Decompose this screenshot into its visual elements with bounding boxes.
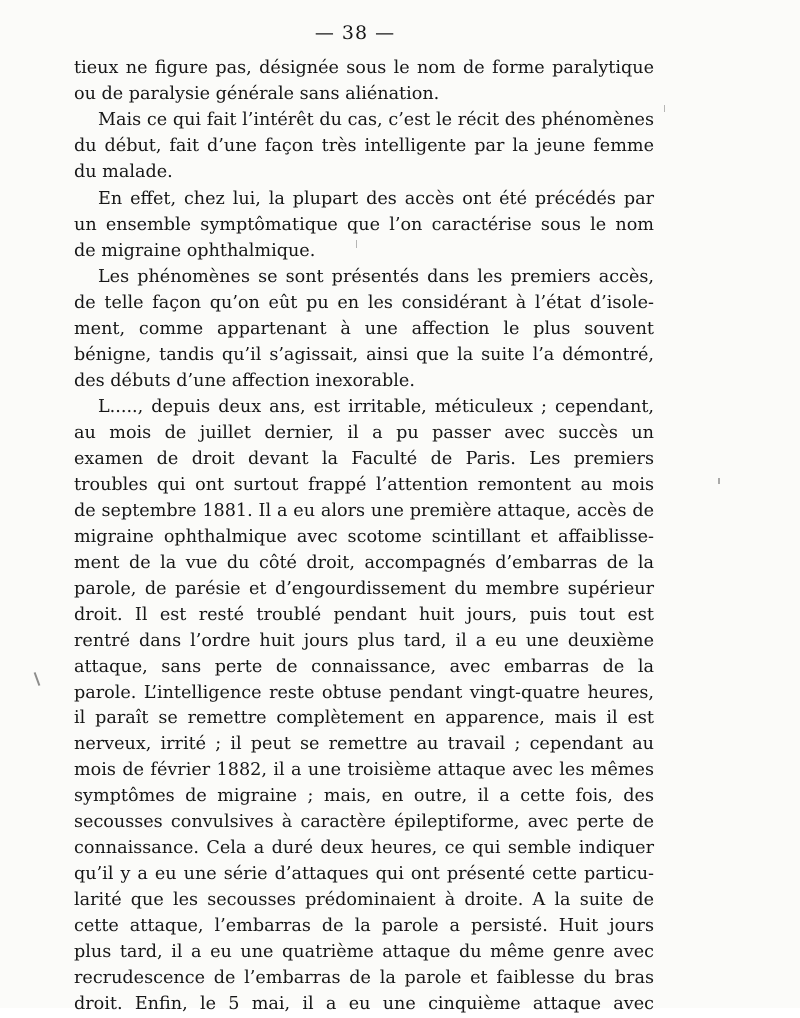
text-line: secousses convulsives à caractère épileptiforme, avec perte de xyxy=(74,812,654,833)
text-line: de septembre 1881. Il a eu alors une première attaque, accès de xyxy=(74,500,654,521)
text-line: ment, comme appartenant à une affection le plus souvent xyxy=(74,318,654,339)
text-line: symptômes de migraine ; mais, en outre, il a cette fois, des xyxy=(74,786,654,807)
scan-speck xyxy=(664,105,665,112)
paragraph-4 xyxy=(74,265,654,395)
paragraph-1 xyxy=(74,56,654,108)
text-line: Mais ce qui fait l’intérêt du cas, c’est le récit des phénomènes xyxy=(98,110,654,131)
text-line: parole. L’intelligence reste obtuse pendant vingt-quatre heures, xyxy=(74,682,654,703)
text-line: Les phénomènes se sont présentés dans les premiers accès, xyxy=(98,267,654,287)
text-line: de telle façon qu’on eût pu en les considérant à l’état d’isole- xyxy=(74,292,654,313)
text-line: attaque, sans perte de connaissance, avec embarras de la xyxy=(74,656,654,677)
text-line: examen de droit devant la Faculté de Paris. Les premiers xyxy=(74,449,654,470)
paragraph-2 xyxy=(74,108,654,186)
text-line: un ensemble symptômatique que l’on caractérise sous le nom xyxy=(74,214,654,235)
text-line: nerveux, irrité ; il peut se remettre au travail ; cependant au xyxy=(74,734,654,755)
text-line: recrudescence de l’embarras de la parole et faiblesse du bras xyxy=(74,967,654,988)
text-line: troubles qui ont surtout frappé l’attention remontent au mois xyxy=(74,475,654,495)
text-line: du début, fait d’une façon très intelligente par la jeune femme xyxy=(74,136,654,157)
text-line: En effet, chez lui, la plupart des accès ont été précédés par xyxy=(98,188,654,209)
body-text xyxy=(74,56,654,1018)
text-line: des débuts d’une affection inexorable. xyxy=(74,370,415,391)
text-line: tieux ne figure pas, désignée sous le nom de forme paralytique xyxy=(74,58,654,78)
text-line: qu’il y a eu une série d’attaques qui ont présenté cette particu- xyxy=(74,864,654,885)
text-line: ment de la vue du côté droit, accompagnés d’embarras de la xyxy=(74,552,654,573)
text-line: ou de paralysie générale sans aliénation. xyxy=(74,83,440,104)
text-line: plus tard, il a eu une quatrième attaque du même genre avec xyxy=(74,941,654,962)
text-line: parole, de parésie et d’engourdissement du membre supérieur xyxy=(74,578,654,599)
page-number: — 38 — xyxy=(314,22,396,44)
scan-speck xyxy=(34,672,41,686)
scan-speck xyxy=(718,478,720,484)
text-line: larité que les secousses prédominaient à droite. A la suite de xyxy=(74,890,654,910)
text-line: il paraît se remettre complètement en apparence, mais il est xyxy=(74,708,654,729)
text-line: du malade. xyxy=(74,162,173,183)
text-line: mois de février 1882, il a une troisième attaque avec les mêmes xyxy=(74,760,654,781)
paragraph-5 xyxy=(74,395,654,1018)
text-line: droit. Enfin, le 5 mai, il a eu une cinquième attaque avec xyxy=(74,993,654,1014)
scan-speck xyxy=(356,240,357,248)
text-line: de migraine ophthalmique. xyxy=(74,240,316,261)
text-line: au mois de juillet dernier, il a pu passer avec succès un xyxy=(74,423,654,444)
text-line: droit. Il est resté troublé pendant huit jours, puis tout est xyxy=(74,604,654,625)
text-line: migraine ophthalmique avec scotome scintillant et affaiblisse- xyxy=(74,526,654,547)
paragraph-3 xyxy=(74,187,654,265)
text-line: cette attaque, l’embarras de la parole a persisté. Huit jours xyxy=(74,915,654,936)
text-line: L....., depuis deux ans, est irritable, méticuleux ; cependant, xyxy=(98,397,654,418)
text-line: connaissance. Cela a duré deux heures, ce qui semble indiquer xyxy=(74,838,654,859)
text-line: rentré dans l’ordre huit jours plus tard, il a eu une deuxième xyxy=(74,630,654,651)
text-line: bénigne, tandis qu’il s’agissait, ainsi que la suite l’a démontré, xyxy=(74,344,654,365)
